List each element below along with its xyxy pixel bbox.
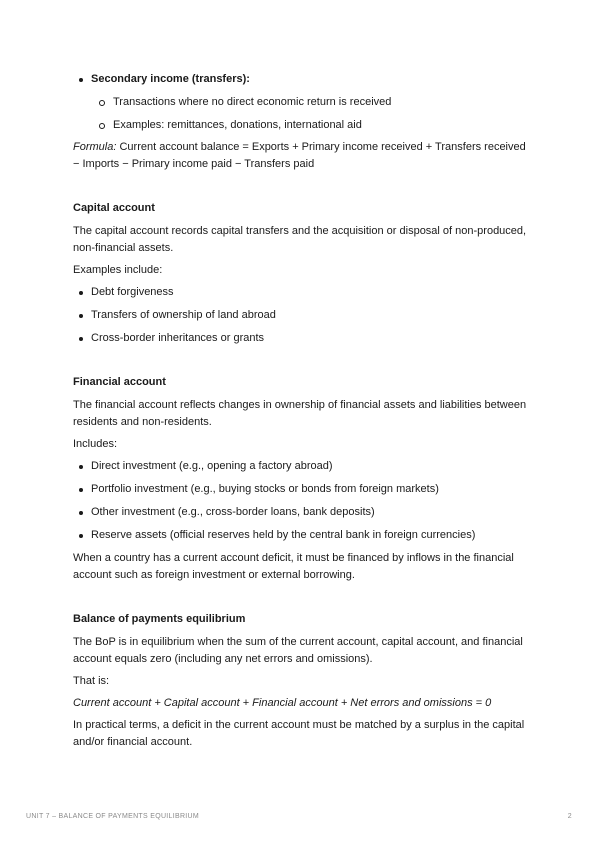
formula-label: Formula: (73, 141, 117, 153)
secondary-income-title: Secondary income (transfers): (73, 71, 533, 88)
list-item: Debt forgiveness (73, 284, 533, 301)
financial-includes-label: Includes: (73, 438, 118, 450)
secondary-income-sublist (73, 94, 533, 134)
capital-examples-label: Examples include: (73, 264, 163, 276)
equilibrium-equation: Current account + Capital account + Financial account + Net errors and omissions = 0 (73, 697, 492, 709)
formula-text: Current account balance = Exports + Primary income received + Transfers received − Imports − Primary income paid − Transfers paid (73, 141, 526, 170)
financial-account-note: When a country has a current account deficit, it must be financed by inflows in the financial account such as foreign investment or external borrowing. (73, 552, 514, 581)
footer-unit-title: UNIT 7 – BALANCE OF PAYMENTS EQUILIBRIUM (26, 813, 200, 820)
that-is-label: That is: (73, 675, 110, 687)
list-item: Cross-border inheritances or grants (73, 330, 533, 347)
list-item: Transactions where no direct economic return is received (73, 94, 533, 111)
capital-examples-list (73, 284, 533, 347)
list-item: Portfolio investment (e.g., buying stocks or bonds from foreign markets) (73, 481, 533, 498)
list-item: Direct investment (e.g., opening a factory abroad) (73, 458, 533, 475)
page-footer (26, 808, 572, 825)
list-item: Reserve assets (official reserves held by the central bank in foreign currencies) (73, 527, 533, 544)
secondary-income-list (73, 71, 533, 88)
bop-equilibrium-description: The BoP is in equilibrium when the sum of the current account, capital account, and financial account equals zero (including any net errors and omissions). (73, 636, 523, 665)
list-item: Other investment (e.g., cross-border loans, bank deposits) (73, 504, 533, 521)
formula-paragraph (73, 139, 533, 173)
practical-terms-paragraph: In practical terms, a deficit in the current account must be matched by a surplus in the capital and/or financial account. (73, 719, 525, 748)
page-content (73, 71, 533, 756)
capital-account-description: The capital account records capital transfers and the acquisition or disposal of non-produced, non-financial assets. (73, 225, 527, 254)
financial-account-heading: Financial account (73, 376, 166, 388)
financial-includes-list (73, 458, 533, 544)
bop-equilibrium-heading: Balance of payments equilibrium (73, 613, 246, 625)
list-item: Examples: remittances, donations, international aid (73, 117, 533, 134)
page-number: 2 (567, 813, 572, 820)
financial-account-description: The financial account reflects changes in ownership of financial assets and liabilities between residents and non-residents. (73, 399, 527, 428)
capital-account-heading: Capital account (73, 202, 155, 214)
list-item: Transfers of ownership of land abroad (73, 307, 533, 324)
